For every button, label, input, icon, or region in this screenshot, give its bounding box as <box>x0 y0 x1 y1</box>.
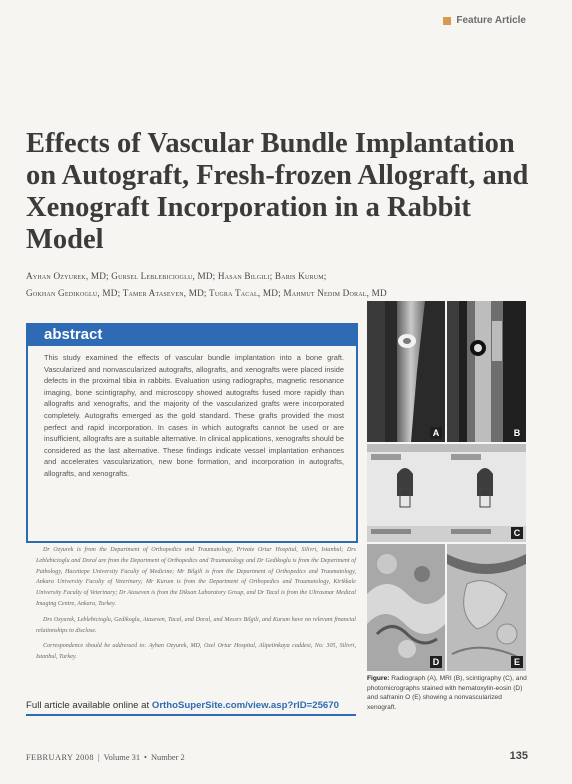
panel-label-b: B <box>511 427 523 439</box>
section-label-text: Feature Article <box>456 15 526 26</box>
figure <box>367 301 526 671</box>
issue-separator: | <box>97 753 100 762</box>
issue-date: FEBRUARY 2008 <box>26 753 94 762</box>
page-number: 135 <box>509 750 528 762</box>
histology-he-image <box>367 544 445 671</box>
author-footnotes <box>36 545 356 668</box>
figure-panel-b <box>447 301 526 442</box>
panel-label-e: E <box>511 656 523 668</box>
panel-label-a: A <box>430 427 442 439</box>
panel-label-c: C <box>511 527 523 539</box>
figure-caption <box>367 674 527 712</box>
section-marker-icon <box>443 17 451 25</box>
abstract-text: This study examined the effects of vascular bundle implantation into a bone graft. Vascularized and nonvascularized autografts, allografts, and xenografts were placed inside defects in the proximal tibia in rabbits. Evaluation using radiographs, magnetic resonance imaging, bone scintigraphy, and microscopy showed autografts fused more rapidly than allografts and xenografts, and the majority of the vascularized grafts were incorporated completely. Autografts emerged as the gold standard. These grafts provided the most perfect and rapid incorporation. In cases in which autografts cannot be used or are insufficient, allografts are a suitable alternative. In clinical applications, xenografts should be considered as the last alternative. These findings indicate vessel implantation enhances and accelerates vascularization, new bone formation, and incorporation in autografts, allografts, and xenografts. <box>44 353 344 478</box>
figure-panel-c <box>367 444 526 542</box>
correspondence-note: Correspondence should be addressed to: Ayhan Ozyurek, MD, Ozel Ortur Hospital, Alipetinkaya caddesi, No: 305, Silivri, Istanbul, Turkey. <box>36 643 356 661</box>
author-line-2: Gokhan Gedikoglu, MD; Tamer Ataseven, MD; Tugra Tacal, MD; Mahmut Nedim Doral, MD <box>26 288 387 298</box>
full-article-notice <box>26 700 356 716</box>
mri-image <box>447 301 526 442</box>
panel-label-d: D <box>430 656 442 668</box>
author-line-1: Ayhan Ozyurek, MD; Gursel Leblebicioglu, MD; Hasan Bilgili; Baris Kurum; <box>26 271 327 281</box>
article-title: Effects of Vascular Bundle Implantation on Autograft, Fresh-frozen Allograft, and Xenograft Incorporation in a Rabbit Model <box>26 128 529 255</box>
affiliations-note: Dr Ozyurek is from the Department of Orthopedics and Traumatology, Private Ortur Hospital, Silivri, Istanbul; Drs Leblebicioglu and Doral are from the Department of Orthopedics and Traumatology and Dr Gedikoglu is from the Department of Pathology, Hacettepe University Faculty of Medicine; Mr Bilgili is from the Department of Orthopedics and Traumatology, Ankara University Faculty of Veterinary; Mr Kurum is from the Department of Orthopedics and Traumatology, Kirikkale University Faculty of Veterinary; Dr Ataseven is from the Diksan Laboratory Group, and Dr Tacal is from the Ultrasmar Medical Imaging Centre, Ankara, Turkey. <box>36 547 356 607</box>
abstract-box <box>26 323 358 543</box>
figure-panel-d <box>367 544 445 671</box>
histology-safranin-image <box>447 544 526 671</box>
abstract-heading: abstract <box>28 325 356 346</box>
disclosure-note: Drs Ozyurek, Leblebicioglu, Gedikoglu, Ataseven, Tacal, and Doral, and Messrs Bilgili, and Kurum have no relevant financial relationships to disclose. <box>36 616 356 634</box>
author-list <box>26 268 551 302</box>
full-article-link[interactable]: OrthoSuperSite.com/view.asp?rID=25670 <box>151 700 339 711</box>
full-article-prefix: Full article available online at <box>26 700 152 711</box>
issue-volume: Volume 31 <box>103 753 141 762</box>
section-label <box>443 15 526 26</box>
figure-caption-text: Radiograph (A), MRI (B), scintigraphy (C), and photomicrographs stained with hematoxylin-eosin (D) and safranin O (E) showing a nonvascularized xenograft. <box>367 675 527 711</box>
issue-info <box>26 753 185 762</box>
scintigraphy-image <box>367 444 526 542</box>
figure-panel-a <box>367 301 445 442</box>
radiograph-image <box>367 301 445 442</box>
figure-caption-label: Figure: <box>367 675 390 682</box>
figure-panel-e <box>447 544 526 671</box>
issue-bullet: • <box>144 753 147 762</box>
issue-number: Number 2 <box>150 753 185 762</box>
